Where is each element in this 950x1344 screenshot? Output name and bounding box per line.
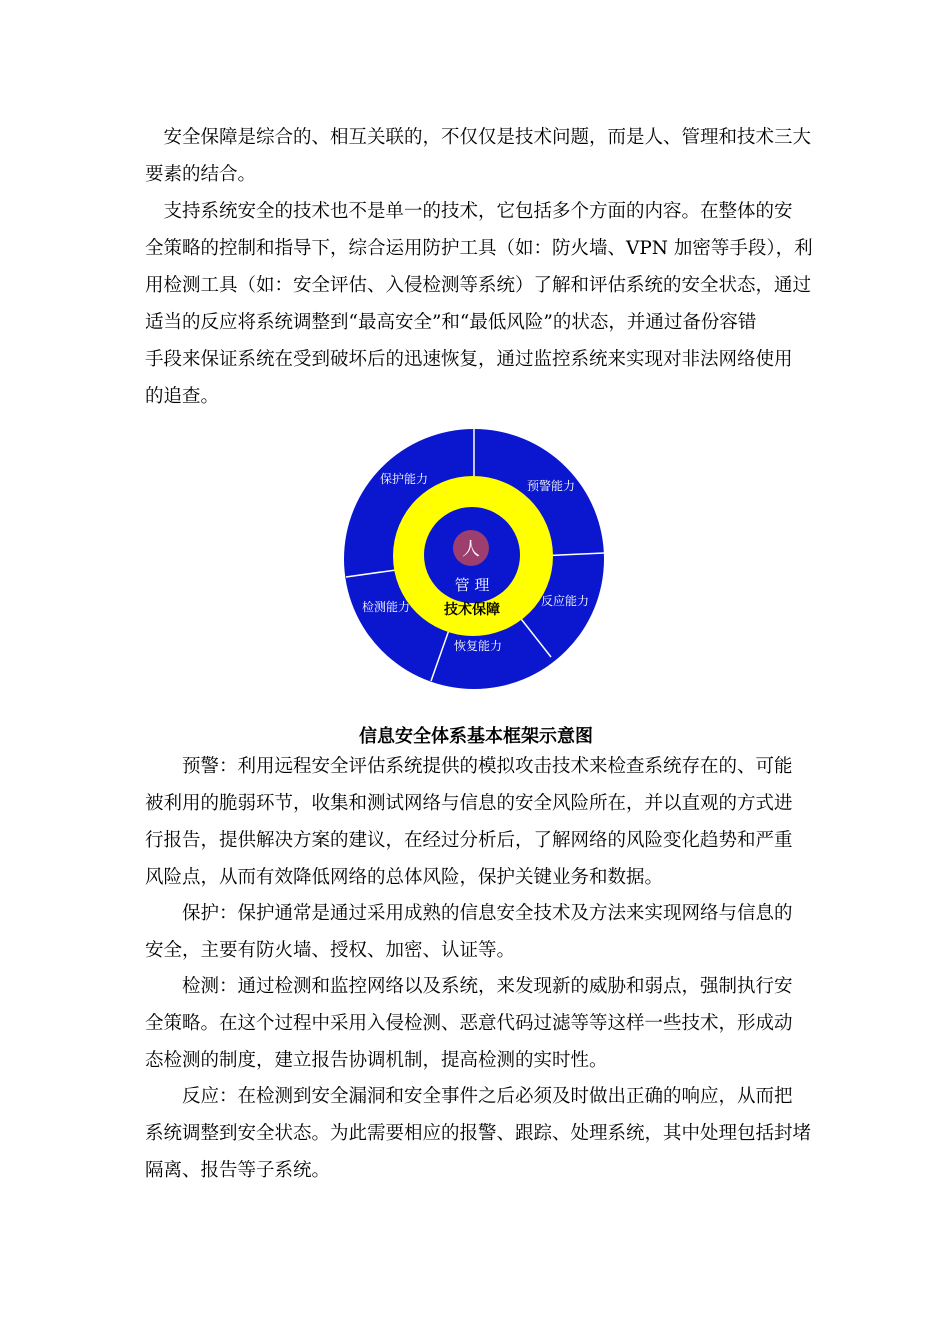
text-line: 检测：通过检测和监控网络以及系统，来发现新的威胁和弱点，强制执行安: [145, 976, 793, 997]
text-line: 全策略。在这个过程中采用入侵检测、恶意代码过滤等等这样一些技术，形成动: [145, 1013, 793, 1034]
text-line: 预警：利用远程安全评估系统提供的模拟攻击技术来检查系统存在的、可能: [145, 756, 793, 777]
text-line: 支持系统安全的技术也不是单一的技术，它包括多个方面的内容。在整体的安: [145, 201, 793, 222]
text-line: 保护：保护通常是通过采用成熟的信息安全技术及方法来实现网络与信息的: [145, 903, 793, 924]
protect-capability-label: 保护能力: [379, 472, 429, 486]
text-line: 反应：在检测到安全漏洞和安全事件之后必须及时做出正确的响应，从而把: [145, 1086, 793, 1107]
figure-caption: 信息安全体系基本框架示意图: [359, 726, 593, 747]
detect-section: [145, 968, 807, 1079]
detect-capability-label: 检测能力: [361, 600, 411, 614]
text-line: 隔离、报告等子系统。: [145, 1160, 331, 1181]
intro-paragraph-1: [145, 119, 812, 193]
intro-paragraph-2: [145, 193, 813, 415]
respond-capability-label: 反应能力: [540, 594, 590, 608]
management-label: 管 理: [454, 576, 490, 594]
text-line: 风险点，从而有效降低网络的总体风险，保护关键业务和数据。: [145, 867, 664, 888]
text-line: 的追查。: [145, 386, 220, 407]
warn-section: [145, 748, 807, 896]
protect-section: [145, 895, 807, 969]
person-label: 人: [462, 539, 480, 560]
text-line: 适当的反应将系统调整到“最高安全”和“最低风险”的状态，并通过备份容错: [145, 312, 757, 333]
text-line: 被利用的脆弱环节，收集和测试网络与信息的安全风险所在，并以直观的方式进: [145, 793, 793, 814]
text-line: 全策略的控制和指导下，综合运用防护工具（如：防火墙、VPN 加密等手段），利: [145, 238, 813, 259]
text-line: 系统调整到安全状态。为此需要相应的报警、跟踪、处理系统，其中处理包括封堵: [145, 1123, 812, 1144]
text-line: 安全，主要有防火墙、授权、加密、认证等。: [145, 940, 516, 961]
text-line: 手段来保证系统在受到破坏后的迅速恢复，通过监控系统来实现对非法网络使用: [145, 349, 793, 370]
text-line: 行报告，提供解决方案的建议，在经过分析后，了解网络的风险变化趋势和严重: [145, 830, 793, 851]
text-line: 要素的结合。: [145, 164, 257, 185]
text-line: 用检测工具（如：安全评估、入侵检测等系统）了解和评估系统的安全状态，通过: [145, 275, 812, 296]
recover-capability-label: 恢复能力: [453, 639, 503, 653]
security-framework-diagram: [342, 427, 606, 691]
respond-section: [145, 1078, 812, 1189]
warn-capability-label: 预警能力: [526, 479, 576, 493]
text-line: 态检测的制度，建立报告协调机制，提高检测的实时性。: [145, 1050, 608, 1071]
tech-assurance-label: 技术保障: [444, 602, 500, 618]
text-line: 安全保障是综合的、相互关联的，不仅仅是技术问题，而是人、管理和技术三大: [145, 127, 812, 148]
